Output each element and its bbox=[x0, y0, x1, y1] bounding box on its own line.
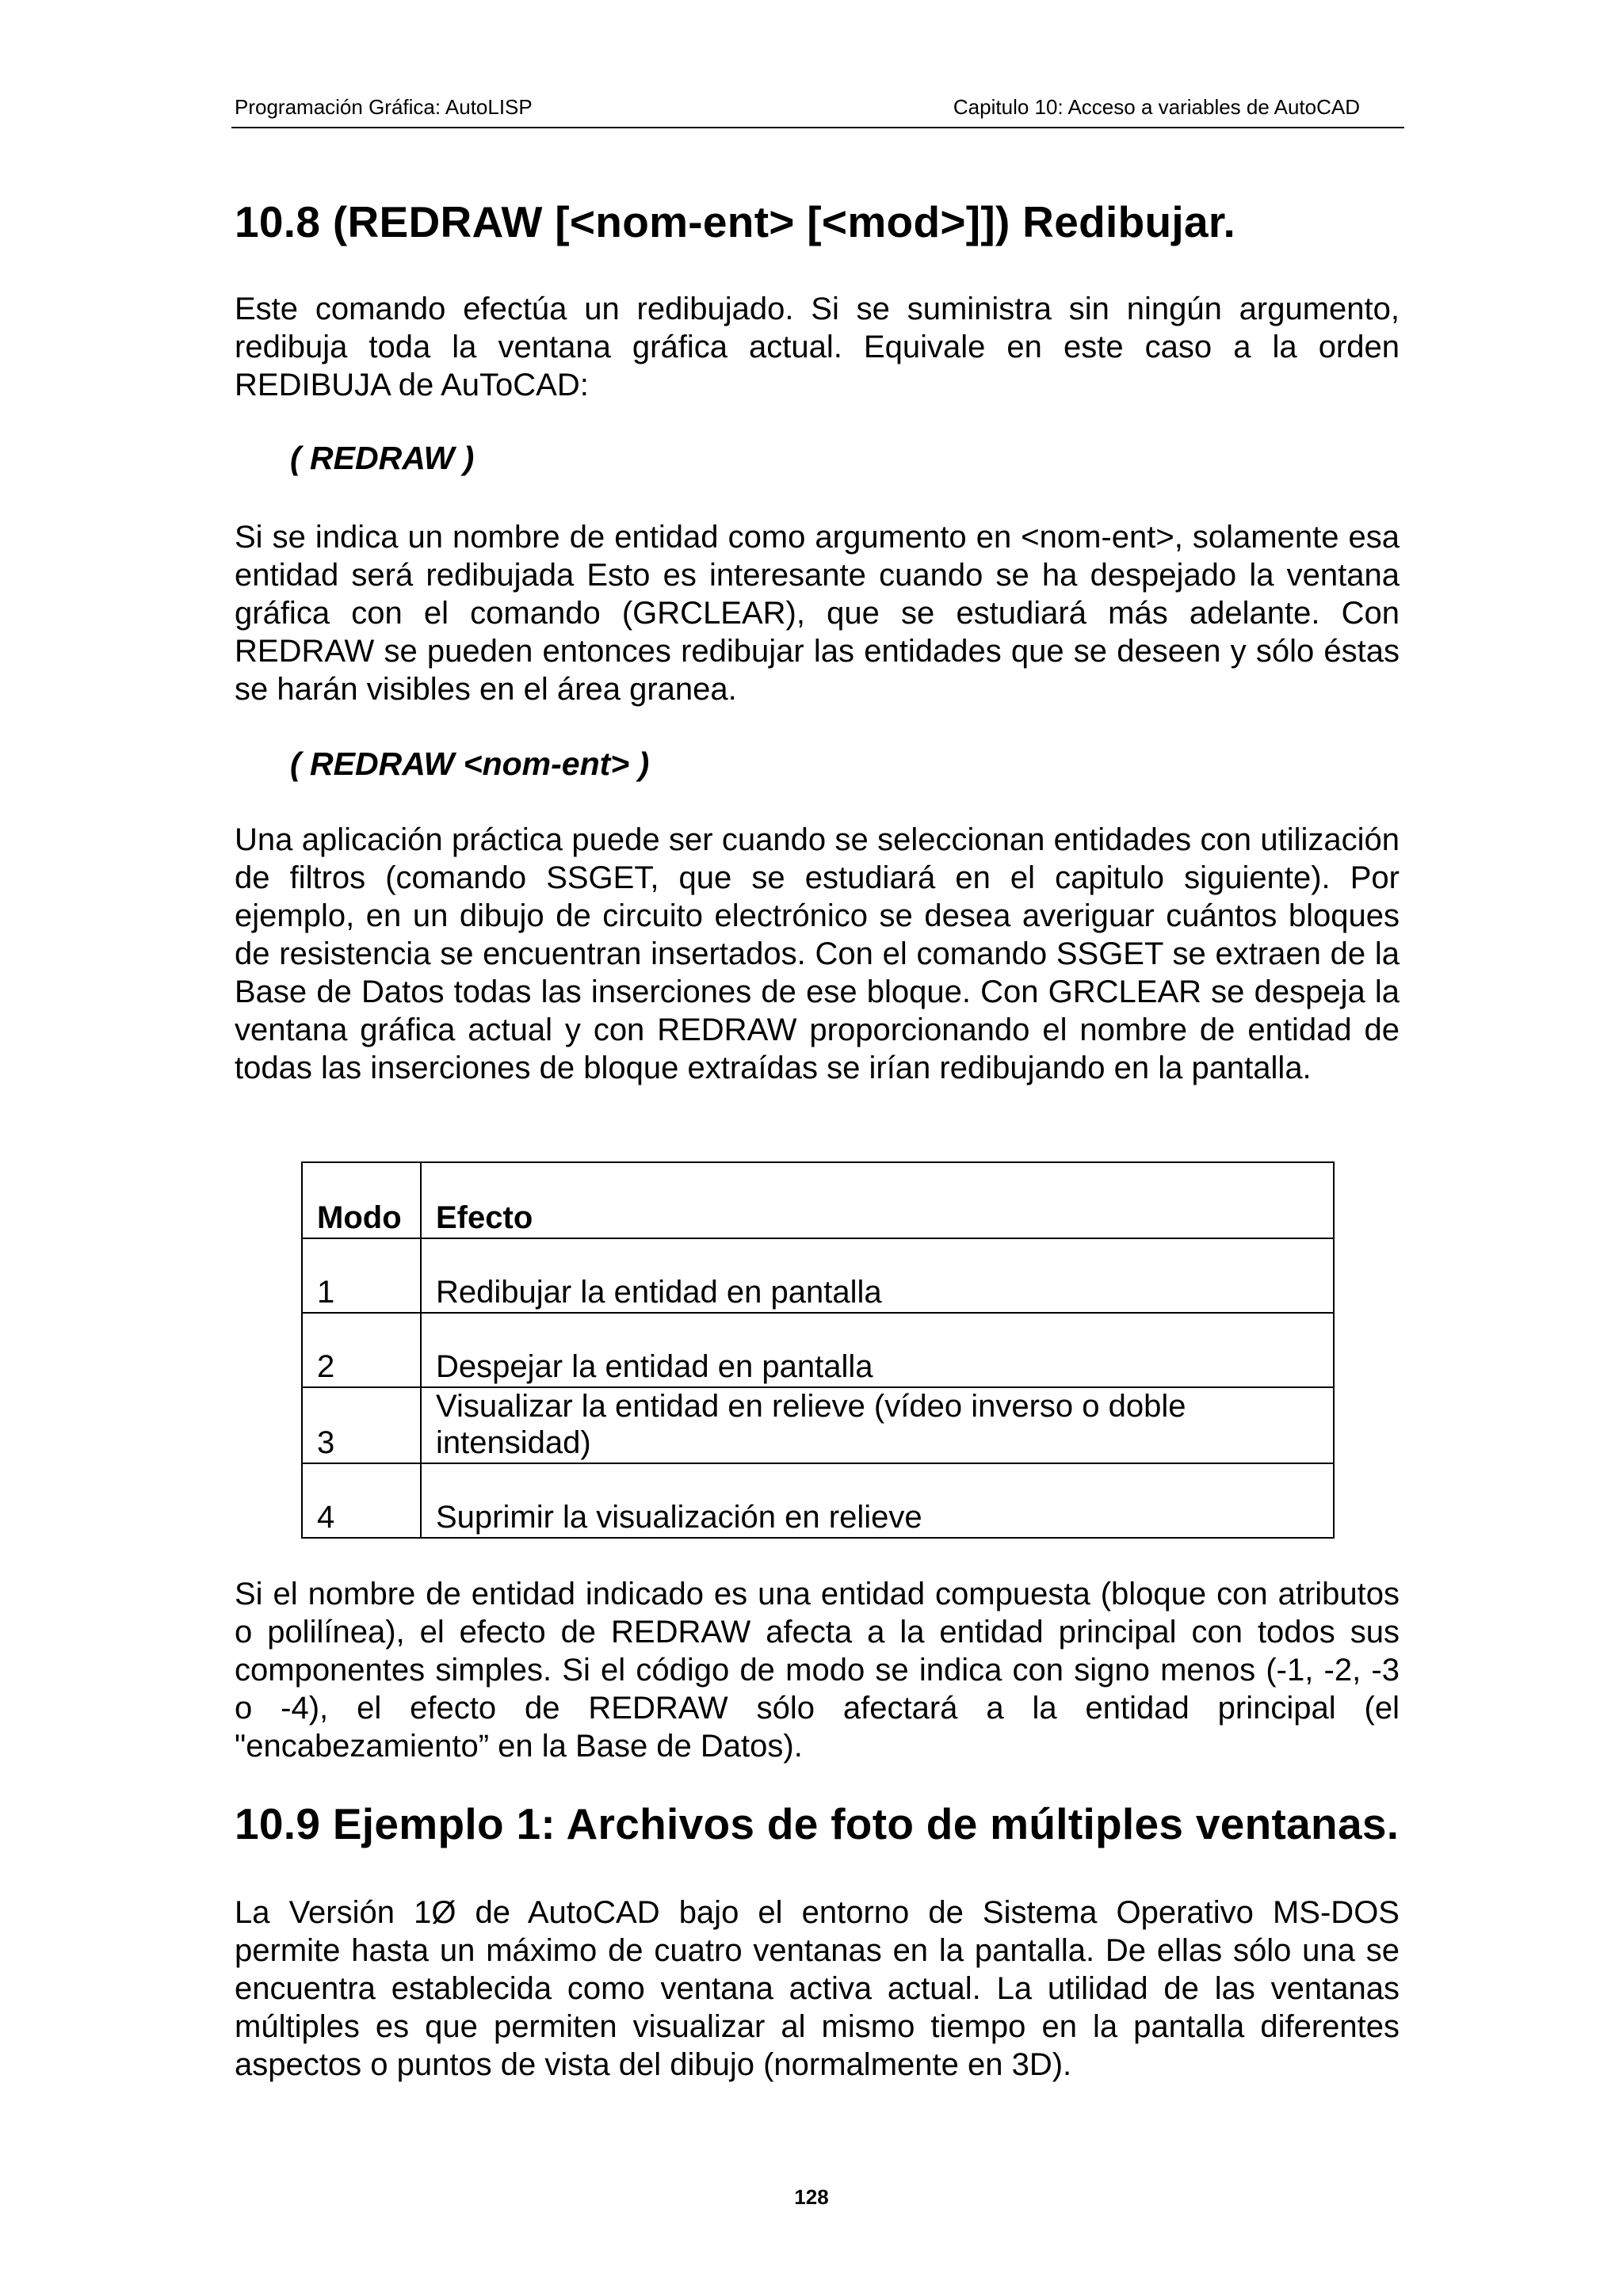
page-header bbox=[231, 92, 1404, 128]
paragraph-redraw-entity: Si se indica un nombre de entidad como argumento en <nom-ent>, solamente esa entidad será redibujada Esto es interesante cuando se ha despejado la ventana gráfica con el comando (GRCLEAR), que se estudiará más adelante. Con REDRAW se pueden entonces redibujar las entidades que se deseen y sólo éstas se harán visibles en el área granea. bbox=[235, 520, 1400, 707]
table-row bbox=[302, 1313, 1334, 1387]
table-cell-mode: 1 bbox=[302, 1238, 421, 1313]
table-header-row bbox=[302, 1162, 1334, 1238]
table-cell-effect: Visualizar la entidad en relieve (vídeo inverso o doble intensidad) bbox=[421, 1387, 1334, 1463]
paragraph-practical-application: Una aplicación práctica puede ser cuando se seleccionan entidades con utilización de filtros (comando SSGET, que se estudiará en el capitulo siguiente). Por ejemplo, en un dibujo de circuito electrónico se desea averiguar cuántos bloques de resistencia se encuentran insertados. Con el comando SSGET se extraen de la Base de Datos todas las inserciones de ese bloque. Con GRCLEAR se despeja la ventana gráfica actual y con REDRAW proporcionando el nombre de entidad de todas las inserciones de bloque extraídas se irían redibujando en la pantalla. bbox=[235, 822, 1400, 1085]
header-book-title: Programación Gráfica: AutoLISP bbox=[235, 95, 533, 119]
code-example-redraw: ( REDRAW ) bbox=[290, 440, 475, 476]
table-cell-mode: 2 bbox=[302, 1313, 421, 1387]
paragraph-compound-entity: Si el nombre de entidad indicado es una entidad compuesta (bloque con atributos o polilínea), el efecto de REDRAW afecta a la entidad principal con todos sus componentes simples. Si el código de modo se indica con signo menos (-1, -2, -3 o -4), el efecto de REDRAW sólo afectará a la entidad principal (el "encabezamiento” en la Base de Datos). bbox=[235, 1577, 1400, 1764]
table-cell-effect: Suprimir la visualización en relieve bbox=[421, 1463, 1334, 1538]
table-cell-mode: 4 bbox=[302, 1463, 421, 1538]
table-header-mode: Modo bbox=[302, 1162, 421, 1238]
header-chapter-title: Capitulo 10: Acceso a variables de AutoCAD bbox=[953, 95, 1360, 119]
paragraph-redraw-intro: Este comando efectúa un redibujado. Si se suministra sin ningún argumento, redibuja toda la ventana gráfica actual. Equivale en este caso a la orden REDIBUJA de AuToCAD: bbox=[235, 292, 1400, 402]
table-cell-effect: Redibujar la entidad en pantalla bbox=[421, 1238, 1334, 1313]
section-heading-example: 10.9 Ejemplo 1: Archivos de foto de múltiples ventanas. bbox=[235, 1799, 1400, 1848]
table-row bbox=[302, 1387, 1334, 1463]
redraw-modes-table bbox=[301, 1161, 1335, 1539]
table-header-effect: Efecto bbox=[421, 1162, 1334, 1238]
section-heading-redraw: 10.8 (REDRAW [<nom-ent> [<mod>]]) Redibujar. bbox=[235, 197, 1236, 246]
table-row bbox=[302, 1463, 1334, 1538]
table-cell-mode: 3 bbox=[302, 1387, 421, 1463]
code-example-redraw-entity: ( REDRAW <nom-ent> ) bbox=[290, 746, 650, 782]
table-row bbox=[302, 1238, 1334, 1313]
paragraph-multiple-viewports: La Versión 1Ø de AutoCAD bajo el entorno de Sistema Operativo MS-DOS permite hasta un máximo de cuatro ventanas en la pantalla. De ellas sólo una se encuentra establecida como ventana activa actual. La utilidad de las ventanas múltiples es que permiten visualizar al mismo tiempo en la pantalla diferentes aspectos o puntos de vista del dibujo (normalmente en 3D). bbox=[235, 1895, 1400, 2082]
page-number: 128 bbox=[794, 2185, 829, 2209]
table-cell-effect: Despejar la entidad en pantalla bbox=[421, 1313, 1334, 1387]
